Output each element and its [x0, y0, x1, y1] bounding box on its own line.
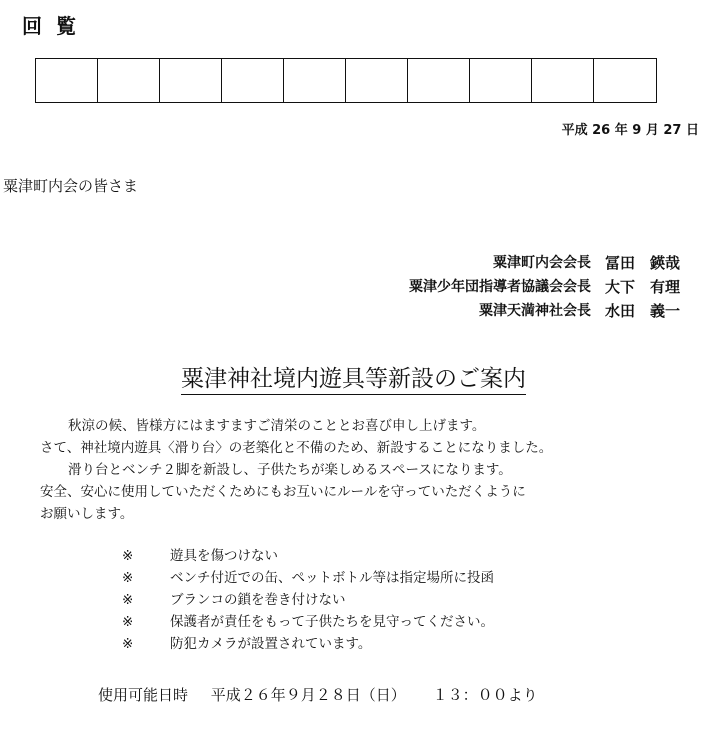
rule-text: 防犯カメラが設置されています。: [170, 636, 372, 652]
circular-title: 回覧: [22, 14, 90, 38]
reference-mark-icon: ※: [122, 570, 134, 586]
rule-item: [122, 611, 494, 633]
rule-item: [122, 567, 494, 589]
issue-date: 平成 26 年 9 月 27 日: [561, 123, 699, 138]
stamp-box: [222, 59, 284, 102]
sender-row: [409, 250, 700, 274]
usage-datetime: [98, 684, 538, 705]
reference-mark-icon: ※: [122, 636, 134, 652]
rule-item: [122, 633, 494, 655]
sender-list: [409, 250, 700, 322]
stamp-box: [594, 59, 656, 102]
usage-label: 使用可能日時: [98, 686, 189, 704]
rule-text: ベンチ付近での缶、ペットボトル等は指定場所に投函: [170, 570, 494, 586]
notice-heading-text: 粟津神社境内遊具等新設のご案内: [181, 366, 526, 395]
rule-item: [122, 589, 494, 611]
sender-title: 粟津少年団指導者協議会会長: [409, 279, 591, 295]
body-line: さて、神社境内遊具〈滑り台〉の老築化と不備のため、新設することになりました。: [40, 440, 553, 456]
circulation-stamp-grid: [35, 58, 657, 103]
sender-row: [409, 274, 700, 298]
stamp-box: [36, 59, 98, 102]
sender-name: 水田 義一: [605, 301, 681, 320]
body-line: 秋涼の候、皆様方にはますますご清栄のこととお喜び申し上げます。: [68, 418, 486, 434]
sender-name: 冨田 鍈哉: [605, 253, 681, 272]
sender-name: 大下 有理: [605, 277, 681, 296]
reference-mark-icon: ※: [122, 548, 134, 564]
body-line: 滑り台とベンチ２脚を新設し、子供たちが楽しめるスペースになります。: [68, 462, 512, 478]
usage-date: 平成２６年９月２８日（日）: [210, 686, 406, 704]
body-line: お願いします。: [40, 506, 134, 522]
stamp-box: [470, 59, 532, 102]
rule-item: [122, 545, 494, 567]
sender-title: 粟津天満神社会長: [479, 303, 591, 319]
rule-text: ブランコの鎖を巻き付けない: [170, 592, 346, 608]
notice-heading: [0, 360, 707, 393]
stamp-box: [346, 59, 408, 102]
rule-text: 遊具を傷つけない: [170, 548, 278, 564]
rule-text: 保護者が責任をもって子供たちを見守ってください。: [170, 614, 494, 630]
stamp-box: [408, 59, 470, 102]
stamp-box: [532, 59, 594, 102]
sender-row: [409, 298, 700, 322]
sender-title: 粟津町内会会長: [493, 255, 591, 271]
stamp-box: [160, 59, 222, 102]
reference-mark-icon: ※: [122, 592, 134, 608]
notice-body: [40, 415, 553, 525]
usage-time: １３：００より: [432, 686, 538, 704]
addressee: 粟津町内会の皆さま: [3, 177, 139, 195]
stamp-box: [98, 59, 160, 102]
rules-list: [122, 545, 494, 655]
stamp-box: [284, 59, 346, 102]
body-line: 安全、安心に使用していただくためにもお互いにルールを守っていただくように: [40, 484, 526, 500]
reference-mark-icon: ※: [122, 614, 134, 630]
